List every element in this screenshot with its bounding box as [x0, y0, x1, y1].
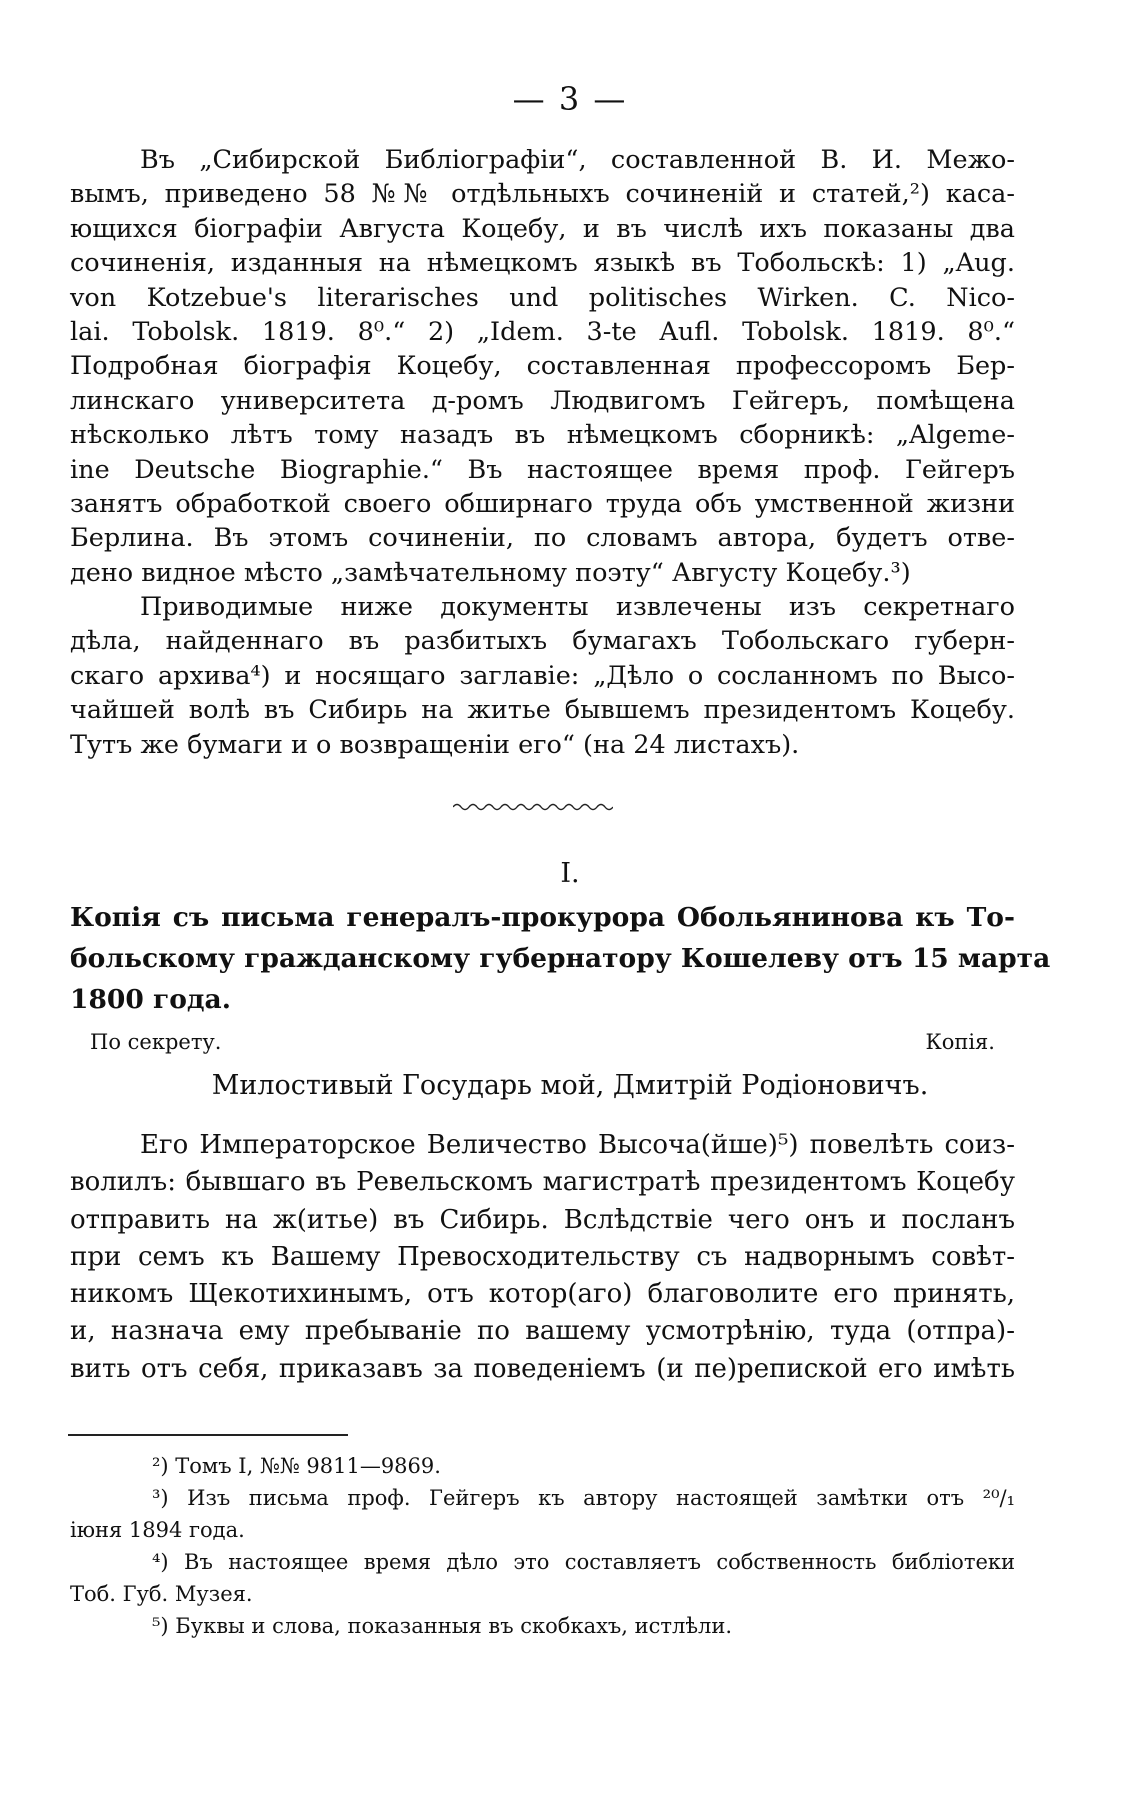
title-line: 1800 года. — [70, 984, 231, 1015]
text-line: никомъ Щекотихинымъ, отъ котор(аго) благоволите его принять, — [70, 1279, 1015, 1310]
text-line: ine Deutsche Biographie.“ Въ настоящее время проф. Гейгеръ — [70, 454, 1015, 485]
document-meta — [90, 1030, 995, 1054]
text-line: чайшей волѣ въ Сибирь на житье бывшемъ президентомъ Коцебу. — [70, 695, 1015, 726]
text-line: von Kotzebue's literarisches und politisches Wirken. C. Nico- — [70, 282, 1015, 313]
footnote: ³) Изъ письма проф. Гейгеръ къ автору настоящей замѣтки отъ ²⁰/₁ — [152, 1486, 1015, 1510]
text-line: линскаго университета д-ромъ Людвигомъ Гейгеръ, помѣщена — [70, 385, 1015, 416]
title-line: больскому гражданскому губернатору Кошелеву отъ 15 марта — [70, 943, 1051, 974]
footnotes — [70, 1450, 1015, 1642]
text-line: и, назнача ему пребываніе по вашему усмотрѣнію, туда (отпра)- — [70, 1316, 1015, 1347]
intro-text — [70, 143, 1015, 762]
salutation: Милостивый Государь мой, Дмитрій Родіоновичъ. — [211, 1070, 929, 1101]
text-line: волилъ: бывшаго въ Ревельскомъ магистратѣ президентомъ Коцебу — [70, 1167, 1015, 1198]
footnote: ⁵) Буквы и слова, показанныя въ скобкахъ, истлѣли. — [152, 1614, 733, 1638]
section-number: I. — [560, 858, 580, 889]
text-line: Подробная біографія Коцебу, составленная профессоромъ Бер- — [70, 351, 1015, 382]
page-number: — 3 — — [512, 80, 628, 118]
text-line: скаго архива⁴) и носящаго заглавіе: „Дѣло о сосланномъ по Высо- — [70, 660, 1015, 691]
footnote-continuation: іюня 1894 года. — [70, 1518, 245, 1542]
text-line: сочиненія, изданныя на нѣмецкомъ языкѣ въ Тобольскѣ: 1) „Aug. — [70, 248, 1015, 279]
text-line: дено видное мѣсто „замѣчательному поэту“ Августу Коцебу.³) — [70, 557, 911, 588]
text-line: вымъ, приведено 58 №№ отдѣльныхъ сочиненій и статей,²) каса- — [70, 179, 1015, 210]
text-line: занятъ обработкой своего обширнаго труда объ умственной жизни — [70, 488, 1015, 519]
text-line: Тутъ же бумаги и о возвращеніи его“ (на 24 листахъ). — [70, 729, 800, 760]
text-line: нѣсколько лѣтъ тому назадъ въ нѣмецкомъ сборникѣ: „Algeme- — [70, 420, 1015, 451]
letter-body — [70, 1127, 1015, 1388]
text-line: при семъ къ Вашему Превосходительству съ надворнымъ совѣт- — [70, 1241, 1015, 1272]
footnote: ⁴) Въ настоящее время дѣло это составляетъ собственность библіотеки — [152, 1550, 1015, 1574]
footnote: ²) Томъ I, №№ 9811—9869. — [152, 1454, 441, 1478]
document-title — [70, 897, 1051, 1020]
footnote-rule — [68, 1434, 348, 1436]
text-line: отправить на ж(итье) въ Сибирь. Вслѣдствіе чего онъ и посланъ — [70, 1204, 1015, 1235]
copy-note: Копія. — [925, 1030, 995, 1054]
text-line: Въ „Сибирской Библіографіи“, составленной В. И. Межо- — [140, 145, 1015, 175]
text-line: Берлина. Въ этомъ сочиненіи, по словамъ автора, будетъ отве- — [70, 523, 1015, 554]
text-line: Приводимые ниже документы извлечены изъ секретнаго — [140, 592, 1015, 623]
text-line: вить отъ себя, приказавъ за поведеніемъ (и пе)репиской его имѣть — [70, 1353, 1015, 1384]
text-line: дѣла, найденнаго въ разбитыхъ бумагахъ Тобольскаго губерн- — [70, 626, 1015, 657]
title-line: Копія съ письма генералъ-прокурора Обольянинова къ То- — [70, 902, 1015, 933]
text-line: lai. Tobolsk. 1819. 8⁰.“ 2) „Idem. 3-te Aufl. Tobolsk. 1819. 8⁰.“ — [70, 316, 1015, 347]
secrecy-note: По секрету. — [90, 1030, 222, 1054]
text-line: ющихся біографіи Августа Коцебу, и въ числѣ ихъ показаны два — [70, 213, 1015, 244]
wavy-divider-ornament — [453, 800, 613, 814]
footnote-continuation: Тоб. Губ. Музея. — [70, 1582, 253, 1606]
text-line: Его Императорское Величество Высоча(йше)⁵) повелѣть соиз- — [140, 1130, 1015, 1160]
